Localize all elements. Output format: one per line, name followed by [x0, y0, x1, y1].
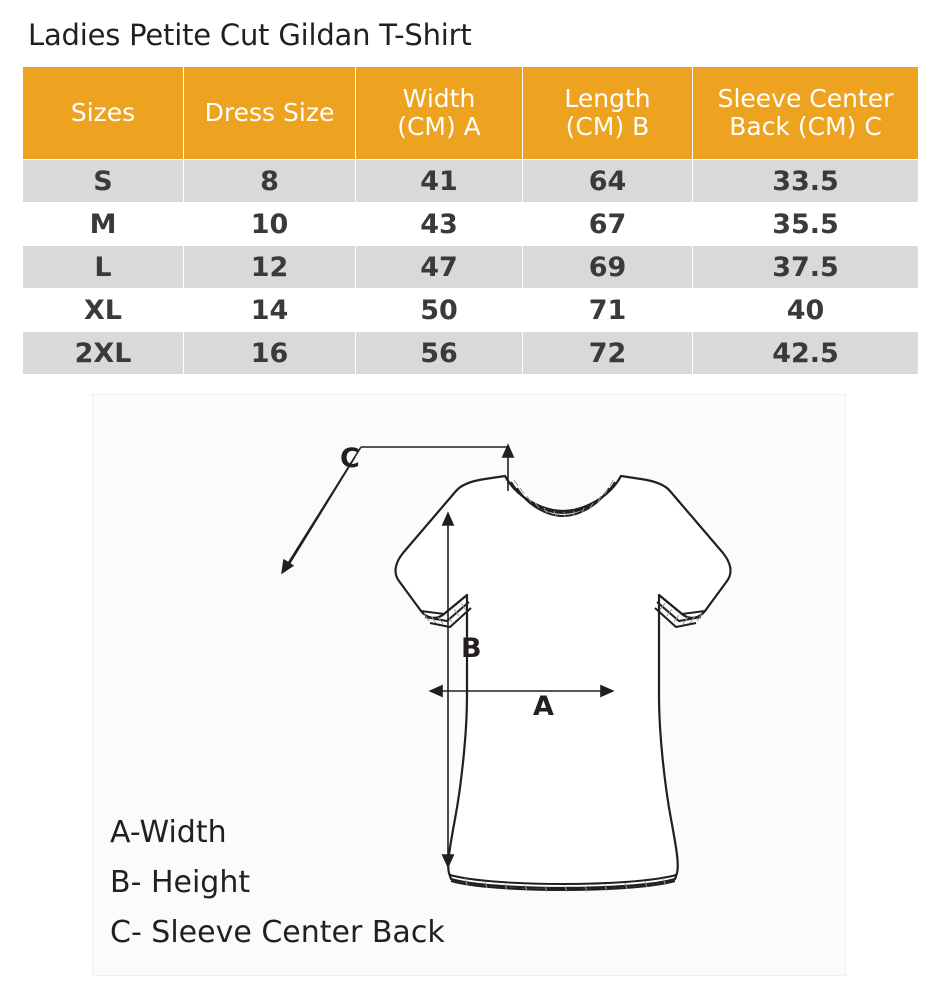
cell-dress-size: 16 [184, 332, 356, 375]
column-header-width [356, 67, 523, 160]
column-header-dress-size-line1: Dress Size [204, 98, 335, 127]
cell-width: 41 [356, 160, 523, 203]
column-header-sizes-line1: Sizes [70, 98, 136, 127]
table-header-row [23, 67, 919, 160]
cell-width: 47 [356, 246, 523, 289]
column-header-sleeve-line1: Sleeve Center [717, 84, 894, 113]
cell-length: 69 [523, 246, 693, 289]
legend-item-c: C- Sleeve Center Back [110, 915, 445, 950]
tshirt-outline [396, 476, 731, 888]
cell-sleeve: 33.5 [693, 160, 919, 203]
legend-item-a: A-Width [110, 815, 227, 850]
cell-length: 71 [523, 289, 693, 332]
column-header-length [523, 67, 693, 160]
page-title: Ladies Petite Cut Gildan T-Shirt [28, 18, 472, 52]
measure-c-label: C [340, 443, 360, 474]
cell-size: XL [23, 289, 184, 332]
cell-length: 64 [523, 160, 693, 203]
measure-b-label: B [461, 633, 482, 664]
size-chart-table [22, 66, 919, 375]
cell-sleeve: 40 [693, 289, 919, 332]
table-header [23, 67, 919, 160]
cell-length: 67 [523, 203, 693, 246]
table-body [23, 160, 919, 375]
table-row [23, 332, 919, 375]
cell-dress-size: 10 [184, 203, 356, 246]
cell-width: 50 [356, 289, 523, 332]
table-row [23, 289, 919, 332]
cell-sleeve: 35.5 [693, 203, 919, 246]
cell-width: 43 [356, 203, 523, 246]
table-row [23, 246, 919, 289]
column-header-width-line2: (CM) A [397, 112, 481, 141]
column-header-length-line1: Length [564, 84, 651, 113]
cell-length: 72 [523, 332, 693, 375]
legend-item-b: B- Height [110, 865, 251, 900]
column-header-sleeve-line2: Back (CM) C [729, 112, 882, 141]
cell-dress-size: 14 [184, 289, 356, 332]
column-header-sizes [23, 67, 184, 160]
measure-a-label: A [533, 691, 554, 722]
cell-dress-size: 12 [184, 246, 356, 289]
legend [110, 808, 445, 958]
table-row [23, 160, 919, 203]
column-header-dress-size [184, 67, 356, 160]
column-header-length-line2: (CM) B [565, 112, 650, 141]
cell-size: S [23, 160, 184, 203]
cell-size: L [23, 246, 184, 289]
column-header-sleeve-center-back [693, 67, 919, 160]
table-row [23, 203, 919, 246]
cell-dress-size: 8 [184, 160, 356, 203]
cell-sleeve: 42.5 [693, 332, 919, 375]
cell-width: 56 [356, 332, 523, 375]
column-header-width-line1: Width [402, 84, 476, 113]
cell-size: M [23, 203, 184, 246]
cell-size: 2XL [23, 332, 184, 375]
cell-sleeve: 37.5 [693, 246, 919, 289]
